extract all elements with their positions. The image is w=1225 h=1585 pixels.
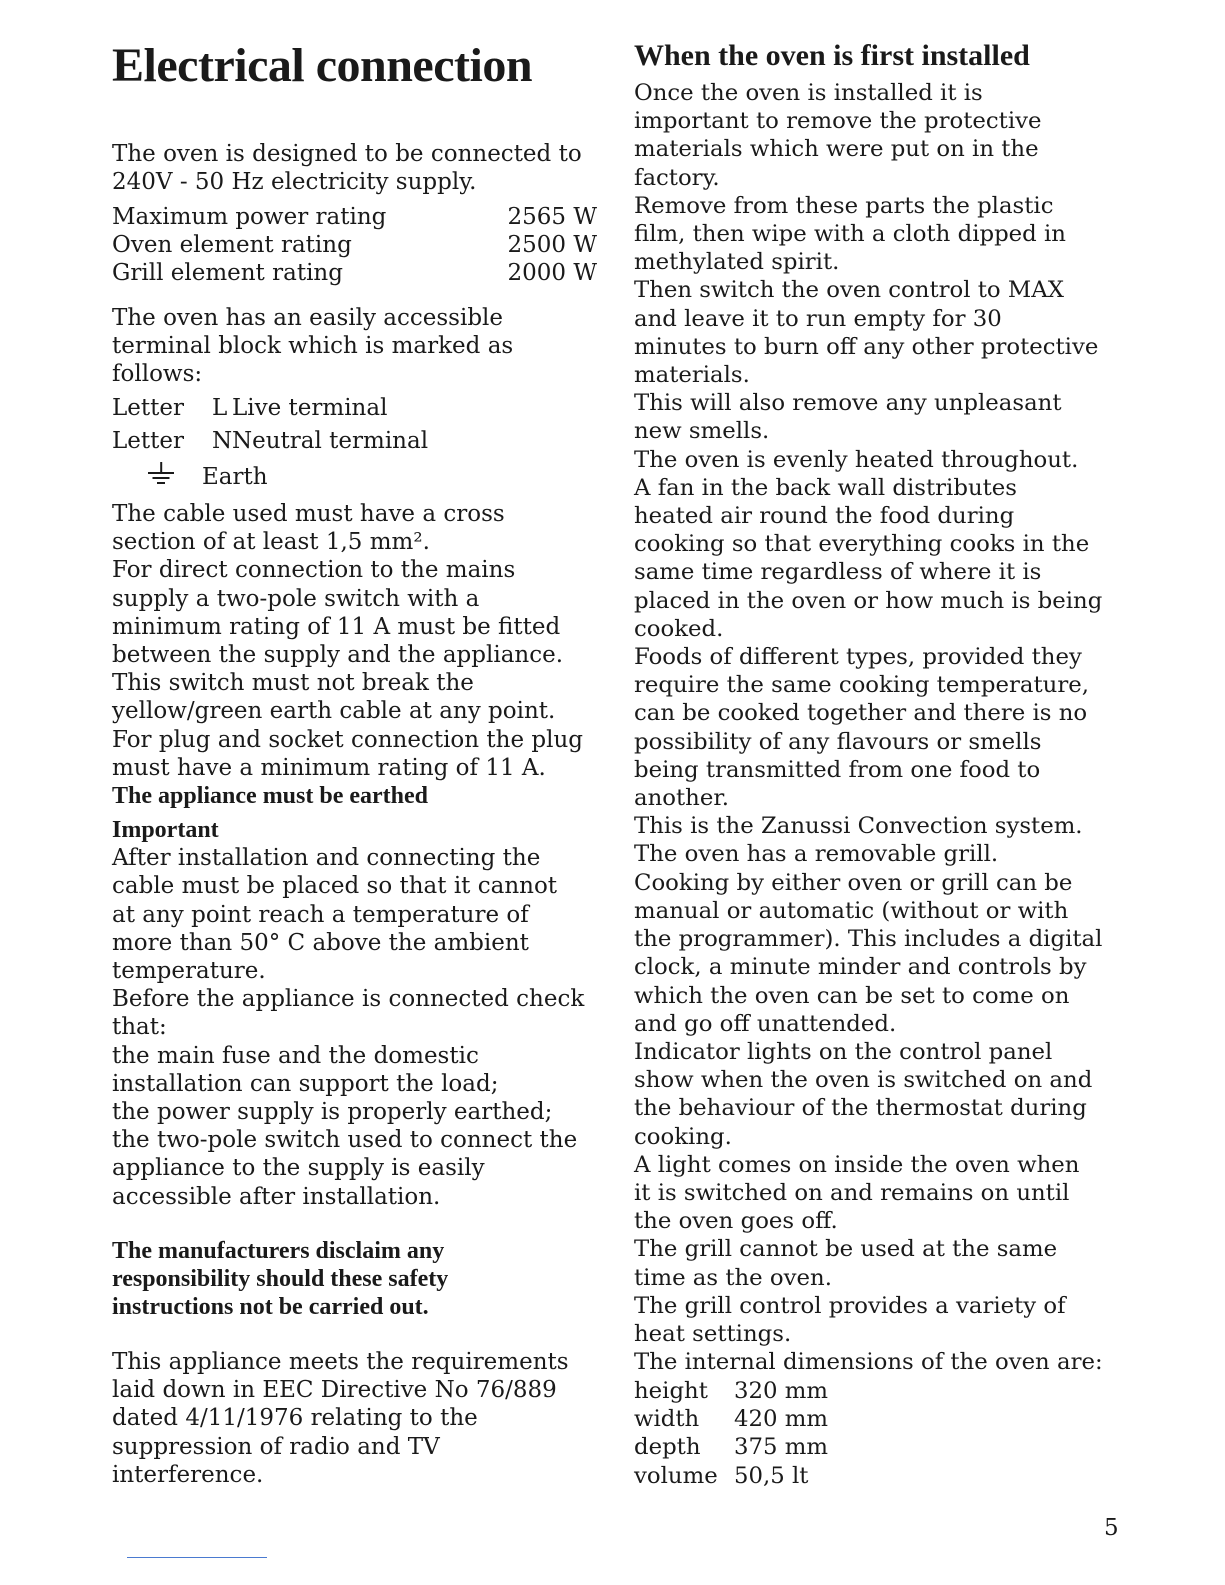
- body-line: The oven is evenly heated throughout.: [634, 446, 1079, 473]
- important-line: the two-pole switch used to connect the: [112, 1127, 578, 1154]
- cable-line: This switch must not break the: [112, 670, 474, 697]
- body-line: cooked.: [634, 615, 724, 642]
- rating-value: 2565 W: [507, 204, 597, 230]
- important-line: installation can support the load;: [112, 1070, 499, 1097]
- body-line: cooking so that everything cooks in the: [634, 531, 1090, 558]
- body-line: it is switched on and remains on until: [634, 1179, 1070, 1206]
- terminal-code: L: [212, 395, 228, 421]
- dimensions-table: [634, 1377, 828, 1490]
- rating-row: [112, 259, 597, 287]
- dimension-label: depth: [634, 1434, 701, 1461]
- body-line: can be cooked together and there is no: [634, 700, 1088, 727]
- dimension-row: [634, 1377, 828, 1405]
- body-line: placed in the oven or how much is being: [634, 587, 1103, 614]
- eec-line: This appliance meets the requirements: [112, 1349, 569, 1375]
- body-line: require the same cooking temperature,: [634, 672, 1089, 699]
- body-line: which the oven can be set to come on: [634, 982, 1070, 1009]
- body-line: time as the oven.: [634, 1264, 832, 1291]
- eec-line: laid down in EEC Directive No 76/889: [112, 1377, 557, 1404]
- body-line: the behaviour of the thermostat during: [634, 1095, 1087, 1122]
- important-line: the main fuse and the domestic: [112, 1042, 479, 1069]
- rating-label: Oven element rating: [112, 232, 352, 258]
- eec-paragraph: [112, 1348, 569, 1489]
- intro-paragraph: [112, 140, 582, 196]
- earth-label: Earth: [202, 464, 268, 490]
- cable-line: The cable used must have a cross: [112, 501, 505, 527]
- important-line: more than 50° C above the ambient: [112, 929, 529, 956]
- terminal-row-live: [112, 394, 428, 427]
- body-line: factory.: [634, 164, 720, 191]
- footer-rule: [127, 1557, 267, 1558]
- dimension-value: 320 mm: [734, 1378, 828, 1404]
- rating-label: Grill element rating: [112, 260, 343, 286]
- terminal-desc: Live terminal: [232, 395, 388, 421]
- page-title: Electrical connection: [112, 39, 533, 92]
- body-line: This is the Zanussi Convection system.: [634, 813, 1083, 840]
- dimension-value: 420 mm: [734, 1406, 828, 1433]
- terminal-desc: Neutral terminal: [232, 428, 429, 454]
- terminal-intro-line: terminal block which is marked as: [112, 333, 514, 360]
- important-section: [112, 816, 584, 1211]
- important-line: cable must be placed so that it cannot: [112, 873, 558, 900]
- terminal-intro: [112, 304, 513, 389]
- terminal-row-neutral: [112, 427, 428, 460]
- terminal-prefix: Letter: [112, 428, 184, 454]
- body-line: Foods of different types, provided they: [634, 644, 1082, 671]
- body-line: methylated spirit.: [634, 249, 840, 276]
- cable-line: between the supply and the appliance.: [112, 642, 564, 669]
- important-line: After installation and connecting the: [112, 845, 541, 872]
- rating-label: Maximum power rating: [112, 204, 387, 230]
- body-line: and leave it to run empty for 30: [634, 305, 1002, 332]
- body-line: The grill control provides a variety of: [634, 1292, 1066, 1319]
- installation-body: [634, 79, 1103, 1376]
- body-line: heated air round the food during: [634, 503, 1015, 530]
- important-line: appliance to the supply is easily: [112, 1155, 485, 1182]
- disclaimer-line: responsibility should these safety: [112, 1266, 449, 1293]
- section-title: When the oven is first installed: [634, 39, 1030, 72]
- earthed-warning: The appliance must be earthed: [112, 783, 429, 810]
- important-line: the power supply is properly earthed;: [112, 1099, 553, 1126]
- cable-line: For direct connection to the mains: [112, 557, 516, 584]
- rating-row: [112, 203, 597, 231]
- body-line: film, then wipe with a cloth dipped in: [634, 221, 1066, 248]
- disclaimer-line: The manufacturers disclaim any: [112, 1238, 445, 1264]
- body-line: Then switch the oven control to MAX: [634, 277, 1064, 304]
- body-line: This will also remove any unpleasant: [634, 390, 1062, 417]
- page-number: 5: [1104, 1515, 1119, 1541]
- body-line: being transmitted from one food to: [634, 756, 1041, 783]
- dimension-label: width: [634, 1406, 700, 1433]
- body-line: Once the oven is installed it is: [634, 80, 983, 106]
- important-heading: Important: [112, 817, 219, 843]
- eec-line: suppression of radio and TV: [112, 1433, 440, 1460]
- body-line: Indicator lights on the control panel: [634, 1038, 1053, 1065]
- terminal-intro-line: follows:: [112, 361, 203, 388]
- body-line: A fan in the back wall distributes: [634, 474, 1017, 501]
- terminal-row-earth: [112, 460, 428, 493]
- dimension-row: [634, 1405, 828, 1433]
- rating-value: 2000 W: [507, 260, 597, 286]
- dimension-label: height: [634, 1378, 708, 1404]
- body-line: important to remove the protective: [634, 108, 1042, 135]
- important-line: at any point reach a temperature of: [112, 901, 529, 928]
- body-line: show when the oven is switched on and: [634, 1067, 1093, 1094]
- intro-line: 240V - 50 Hz electricity supply.: [112, 169, 477, 196]
- dimension-label: volume: [634, 1462, 718, 1489]
- cable-line: For plug and socket connection the plug: [112, 726, 583, 753]
- body-line: A light comes on inside the oven when: [634, 1151, 1080, 1178]
- body-line: clock, a minute minder and controls by: [634, 954, 1087, 981]
- cable-line: supply a two-pole switch with a: [112, 585, 480, 612]
- body-line: another.: [634, 785, 729, 812]
- rating-value: 2500 W: [507, 232, 597, 258]
- intro-line: The oven is designed to be connected to: [112, 141, 582, 167]
- cable-line: yellow/green earth cable at any point.: [112, 698, 556, 725]
- cable-paragraph: [112, 500, 583, 810]
- dimension-row: [634, 1433, 828, 1461]
- cable-line: section of at least 1,5 mm².: [112, 529, 430, 556]
- body-line: The internal dimensions of the oven are:: [634, 1349, 1103, 1376]
- dimension-value: 50,5 lt: [734, 1462, 809, 1489]
- eec-line: dated 4/11/1976 relating to the: [112, 1405, 478, 1432]
- dimension-row: [634, 1462, 828, 1490]
- terminal-prefix: Letter: [112, 395, 184, 421]
- body-line: same time regardless of where it is: [634, 559, 1042, 586]
- cable-line: must have a minimum rating of 11 A.: [112, 754, 546, 781]
- terminal-code: N: [212, 428, 233, 454]
- important-line: that:: [112, 1014, 167, 1041]
- body-line: cooking.: [634, 1123, 732, 1150]
- body-line: heat settings.: [634, 1320, 792, 1347]
- body-line: manual or automatic (without or with: [634, 897, 1069, 924]
- body-line: the programmer). This includes a digital: [634, 926, 1103, 953]
- earth-symbol-icon: [146, 460, 176, 484]
- body-line: The oven has a removable grill.: [634, 841, 999, 868]
- body-line: materials.: [634, 362, 750, 389]
- body-line: Remove from these parts the plastic: [634, 192, 1054, 219]
- eec-line: interference.: [112, 1461, 264, 1488]
- body-line: Cooking by either oven or grill can be: [634, 869, 1073, 896]
- body-line: minutes to burn off any other protective: [634, 333, 1099, 360]
- disclaimer-line: instructions not be carried out.: [112, 1294, 429, 1321]
- cable-line: minimum rating of 11 A must be fitted: [112, 613, 561, 640]
- body-line: materials which were put on in the: [634, 136, 1039, 163]
- important-line: Before the appliance is connected check: [112, 986, 585, 1013]
- ratings-table: [112, 203, 597, 287]
- important-line: accessible after installation.: [112, 1183, 441, 1210]
- body-line: and go off unattended.: [634, 1010, 897, 1037]
- terminal-list: [112, 394, 428, 493]
- rating-row: [112, 231, 597, 259]
- body-line: possibility of any flavours or smells: [634, 728, 1042, 755]
- important-line: temperature.: [112, 958, 266, 985]
- body-line: new smells.: [634, 418, 770, 445]
- dimension-value: 375 mm: [734, 1434, 828, 1461]
- disclaimer: [112, 1237, 448, 1322]
- body-line: The grill cannot be used at the same: [634, 1236, 1058, 1263]
- terminal-intro-line: The oven has an easily accessible: [112, 305, 504, 331]
- body-line: the oven goes off.: [634, 1208, 838, 1235]
